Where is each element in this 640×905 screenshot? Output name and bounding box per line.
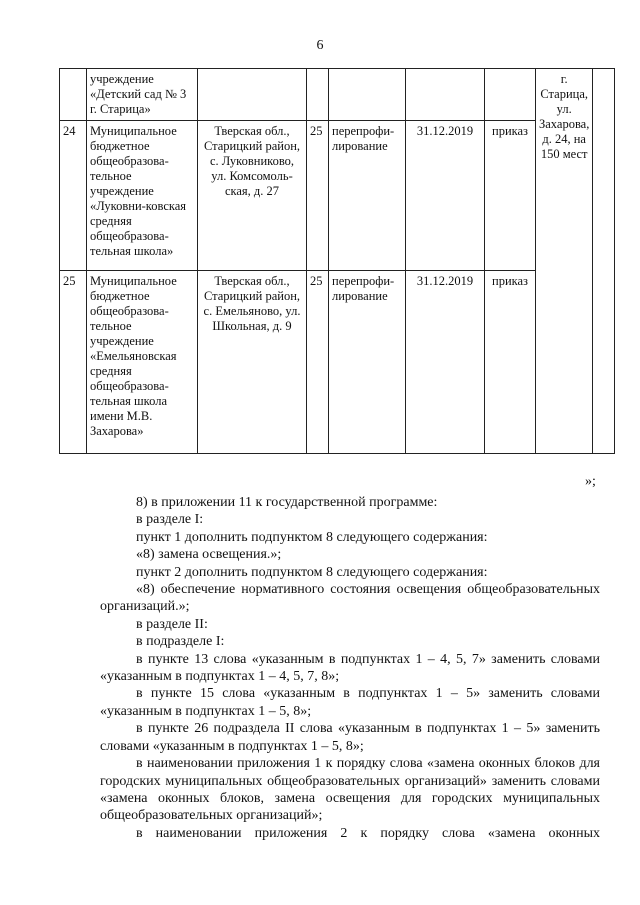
page-number: 6 bbox=[316, 38, 324, 53]
document-cell: приказ bbox=[485, 121, 536, 271]
row-number-cell: 25 bbox=[60, 271, 87, 454]
paragraph: пункт 2 дополнить подпунктом 8 следующего содержания: bbox=[136, 564, 488, 580]
place-cell: г. Старица, ул. Захарова, д. 24, на 150 мест bbox=[536, 69, 593, 454]
action-cell: перепрофи-лирование bbox=[329, 121, 406, 271]
table-row bbox=[60, 271, 615, 454]
address-cell: Тверская обл., Старицкий район, с. Емельяново, ул. Школьная, д. 9 bbox=[198, 271, 307, 454]
paragraph: в разделе I: bbox=[136, 512, 204, 528]
institution-name-cell: учреждение «Детский сад № 3 г. Старица» bbox=[87, 69, 198, 121]
paragraph: в пункте 15 слова «указанным в подпунктах 1 – 5» заменить словами «указанным в подпунктах 1 – 5, 8»; bbox=[100, 686, 600, 719]
table-row bbox=[60, 121, 615, 271]
closing-quote-mark: »; bbox=[585, 474, 596, 489]
date-cell: 31.12.2019 bbox=[406, 121, 485, 271]
document-body bbox=[100, 494, 600, 842]
paragraph: «8) обеспечение нормативного состояния освещения общеобразовательных организаций.»; bbox=[100, 582, 600, 615]
address-cell: Тверская обл., Старицкий район, с. Луковниково, ул. Комсомоль-ская, д. 27 bbox=[198, 121, 307, 271]
paragraph: в наименовании приложения 1 к порядку слова «замена оконных блоков для городских муниципальных общеобразовательных организаций» заменить словами «замена оконных блоков, замена освещения для городских муниципальных общеобразовательных организаций»; bbox=[100, 756, 600, 824]
count-cell: 25 bbox=[307, 121, 329, 271]
institution-name-cell: Муниципальное бюджетное общеобразова-тельное учреждение «Луковни-ковская средняя общеобразова-тельная школа» bbox=[87, 121, 198, 271]
date-cell: 31.12.2019 bbox=[406, 271, 485, 454]
empty-cell bbox=[593, 69, 615, 454]
action-cell: перепрофи-лирование bbox=[329, 271, 406, 454]
document-cell bbox=[485, 69, 536, 121]
count-cell bbox=[307, 69, 329, 121]
paragraph: в пункте 13 слова «указанным в подпунктах 1 – 4, 5, 7» заменить словами «указанным в подпунктах 1 – 4, 5, 7, 8»; bbox=[100, 651, 600, 685]
paragraph: в наименовании приложения 2 к порядку слова «замена оконных bbox=[136, 825, 600, 841]
paragraph: в разделе II: bbox=[136, 616, 208, 632]
document-cell: приказ bbox=[485, 271, 536, 454]
paragraph: в подразделе I: bbox=[136, 634, 225, 650]
table-row bbox=[60, 69, 615, 121]
paragraph: «8) замена освещения.»; bbox=[136, 547, 282, 563]
institution-name-cell: Муниципальное бюджетное общеобразова-тельное учреждение «Емельяновская средняя общеобразова-тельная школа имени М.В. Захарова» bbox=[87, 271, 198, 454]
action-cell bbox=[329, 69, 406, 121]
institutions-table bbox=[59, 68, 615, 454]
row-number-cell: 24 bbox=[60, 121, 87, 271]
count-cell: 25 bbox=[307, 271, 329, 454]
paragraph: в пункте 26 подраздела II слова «указанным в подпунктах 1 – 5» заменить словами «указанным в подпунктах 1 – 5, 8»; bbox=[100, 721, 600, 754]
date-cell bbox=[406, 69, 485, 121]
row-number-cell bbox=[60, 69, 87, 121]
paragraph: 8) в приложении 11 к государственной программе: bbox=[136, 495, 438, 510]
address-cell bbox=[198, 69, 307, 121]
paragraph: пункт 1 дополнить подпунктом 8 следующего содержания: bbox=[136, 529, 488, 545]
